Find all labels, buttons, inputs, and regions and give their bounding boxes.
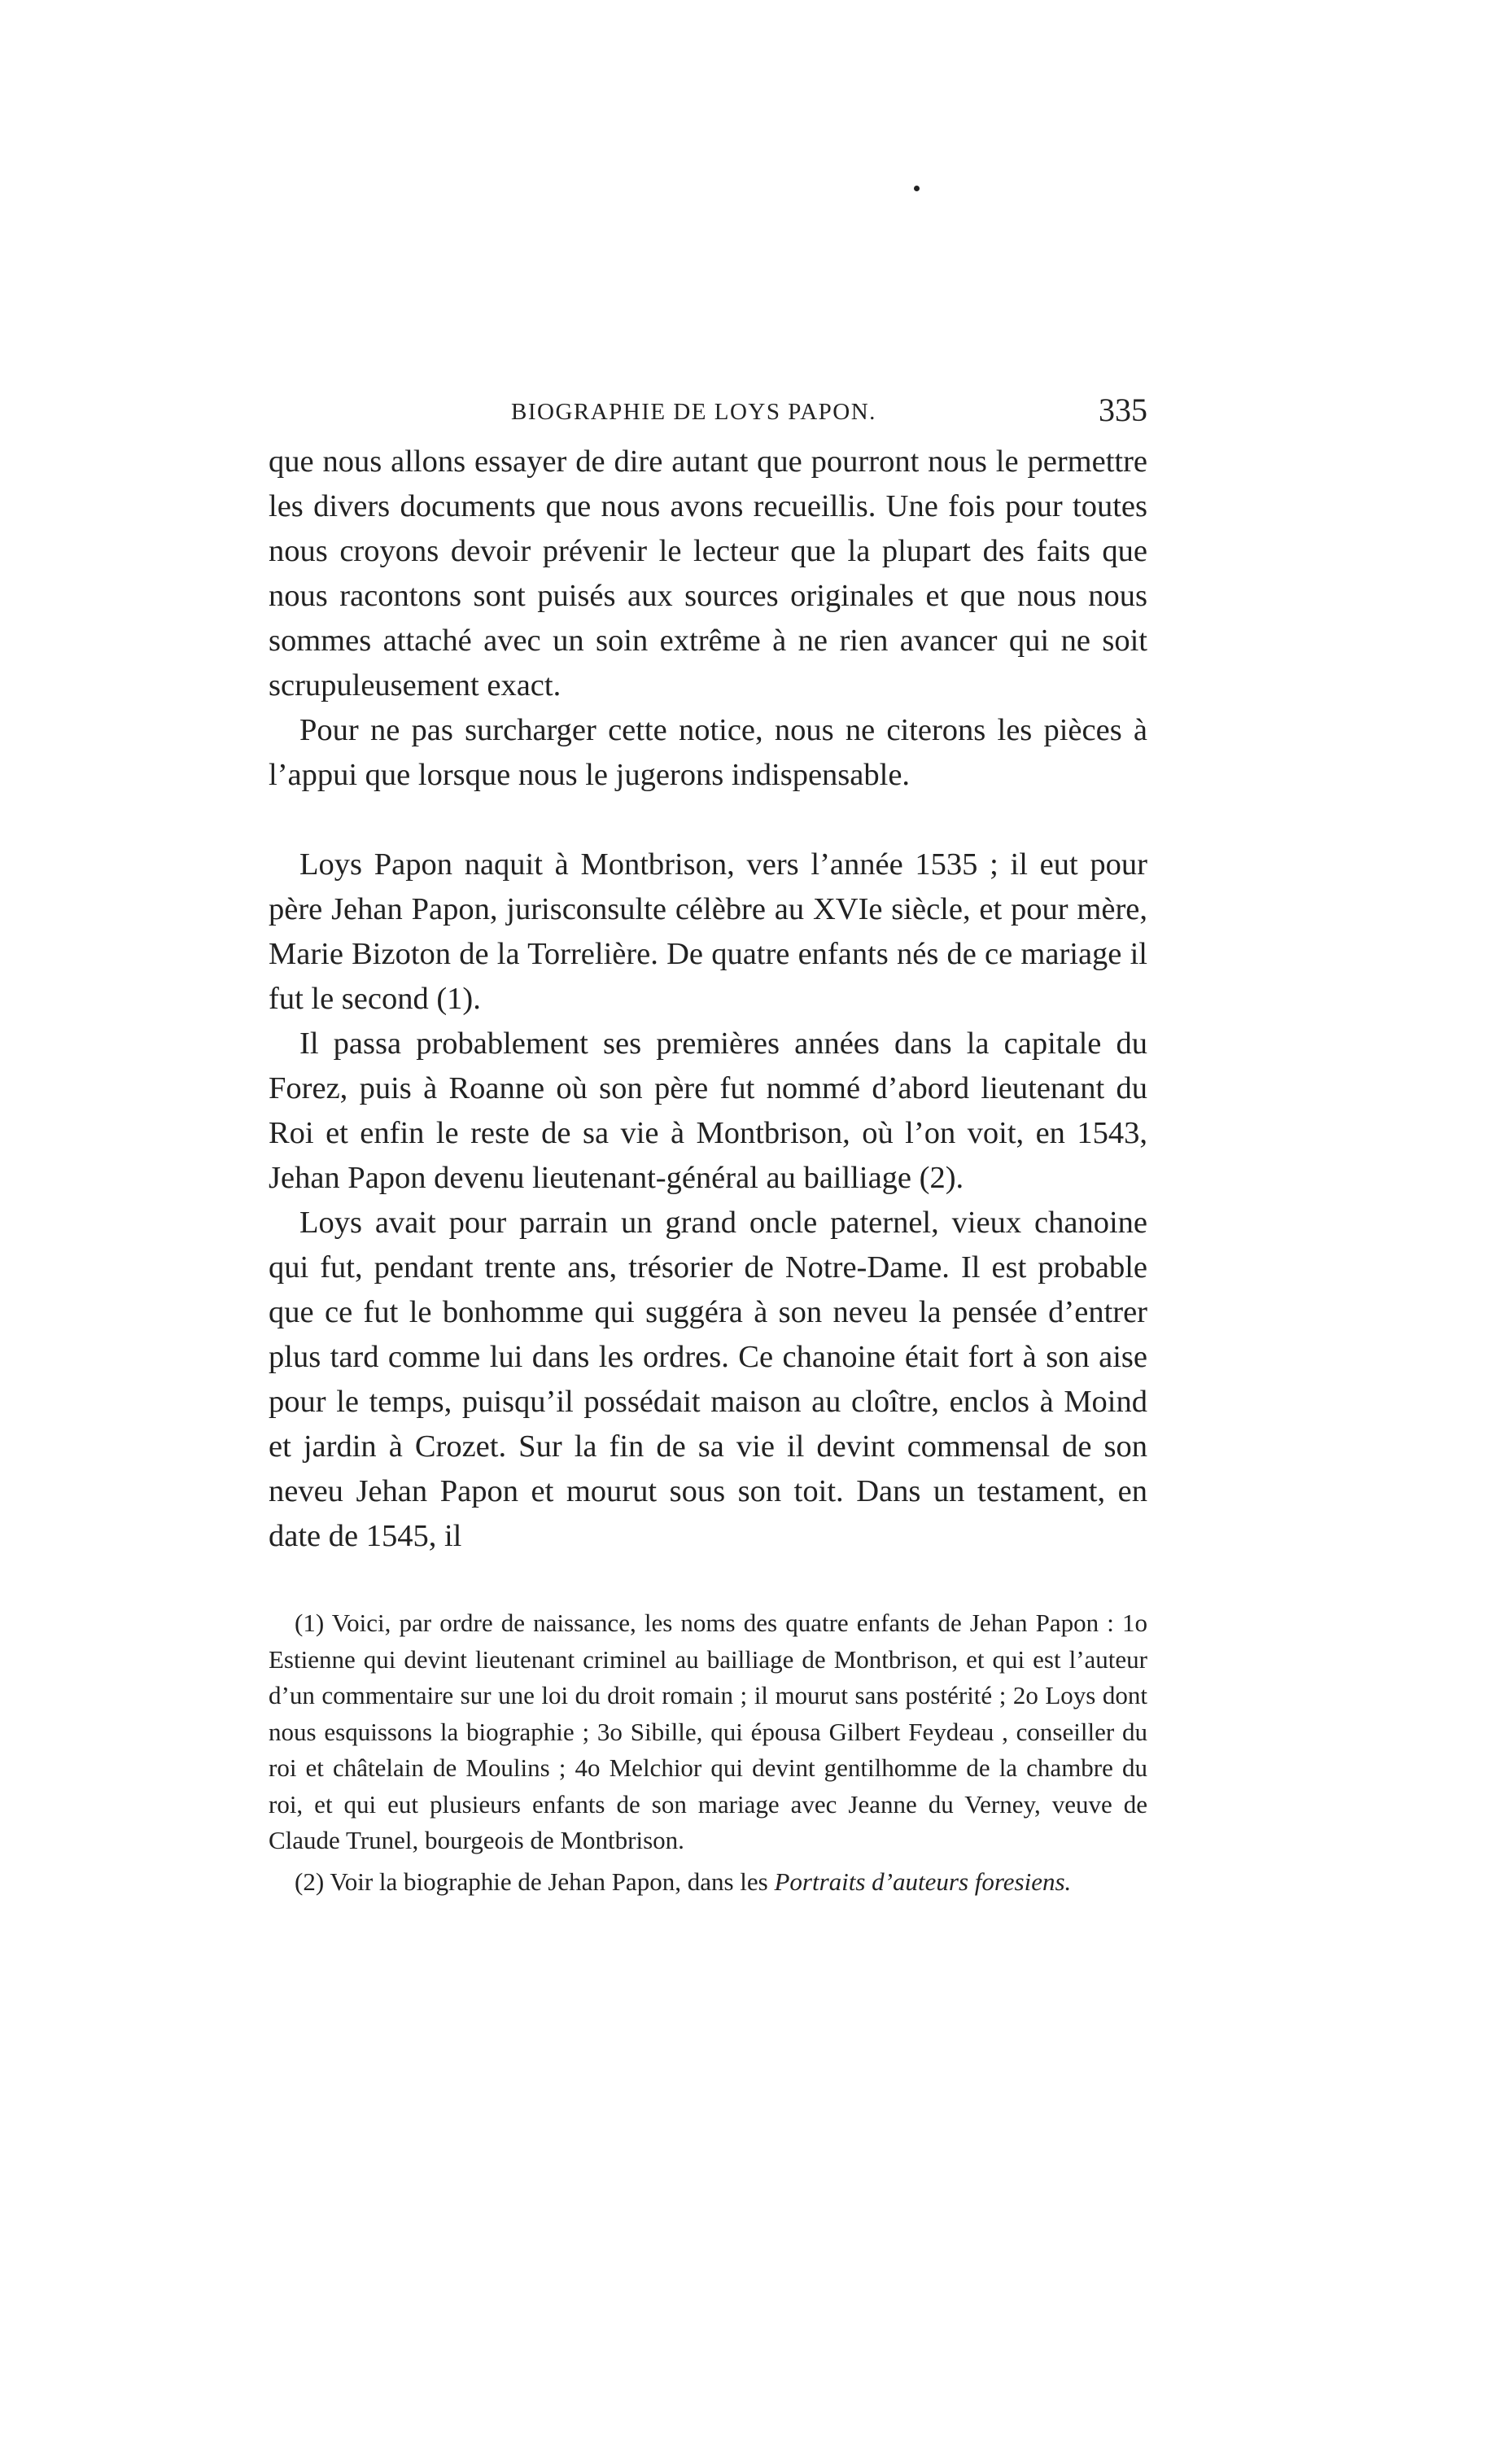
footnote-1: (1) Voici, par ordre de naissance, les noms des quatre enfants de Jehan Papon : 1o Estienne qui devint lieutenant criminel au bailliage de Montbrison, et qui est l’auteur d’un commentaire sur une loi du droit romain ; il mourut sans postérité ; 2o Loys dont nous esquissons la biographie ; 3o Sibille, qui épousa Gilbert Feydeau , conseiller du roi et châtelain de Moulins ; 4o Melchior qui devint gentilhomme de la chambre du roi, et qui eut plusieurs enfants de son mariage avec Jeanne du Verney, veuve de Claude Trunel, bourgeois de Montbrison. — [269, 1609, 1147, 1854]
page-header — [269, 391, 1147, 440]
paragraph: Il passa probablement ses premières années dans la capitale du Forez, puis à Roanne où son père fut nommé d’abord lieutenant du Roi et enfin le reste de sa vie à Montbrison, où l’on voit, en 1543, Jehan Papon devenu lieutenant-général au bailliage (2). — [269, 1026, 1147, 1195]
running-title: BIOGRAPHIE DE LOYS PAPON. — [511, 399, 876, 425]
ink-speck — [914, 186, 920, 191]
page-number: 335 — [1099, 392, 1147, 428]
footnotes — [269, 1605, 1147, 1905]
body-text — [269, 440, 1147, 1559]
footnote-2-text: (2) Voir la biographie de Jehan Papon, dans les — [295, 1867, 768, 1896]
footnote-2-italic: Portraits d’auteurs foresiens. — [774, 1867, 1072, 1896]
paragraph: Pour ne pas surcharger cette notice, nous ne citerons les pièces à l’appui que lorsque nous le jugerons indispensable. — [269, 713, 1147, 792]
footnote-2 — [269, 1864, 1147, 1901]
paragraph: que nous allons essayer de dire autant que pourront nous le permettre les divers documents que nous avons recueillis. Une fois pour toutes nous croyons devoir prévenir le lecteur que la plupart des faits que nous racontons sont puisés aux sources originales et que nous nous sommes attaché avec un soin extrême à ne rien avancer qui ne soit scrupuleusement exact. — [269, 444, 1147, 703]
paragraph: Loys avait pour parrain un grand oncle paternel, vieux chanoine qui fut, pendant trente ans, trésorier de Notre-Dame. Il est probable que ce fut le bonhomme qui suggéra à son neveu la pensée d’entrer plus tard comme lui dans les ordres. Ce chanoine était fort à son aise pour le temps, puisqu’il possédait maison au cloître, enclos à Moind et jardin à Crozet. Sur la fin de sa vie il devint commensal de son neveu Jehan Papon et mourut sous son toit. Dans un testament, en date de 1545, il — [269, 1206, 1147, 1553]
paragraph: Loys Papon naquit à Montbrison, vers l’année 1535 ; il eut pour père Jehan Papon, jurisconsulte célèbre au XVIe siècle, et pour mère, Marie Bizoton de la Torrelière. De quatre enfants nés de ce mariage il fut le second (1). — [269, 847, 1147, 1016]
